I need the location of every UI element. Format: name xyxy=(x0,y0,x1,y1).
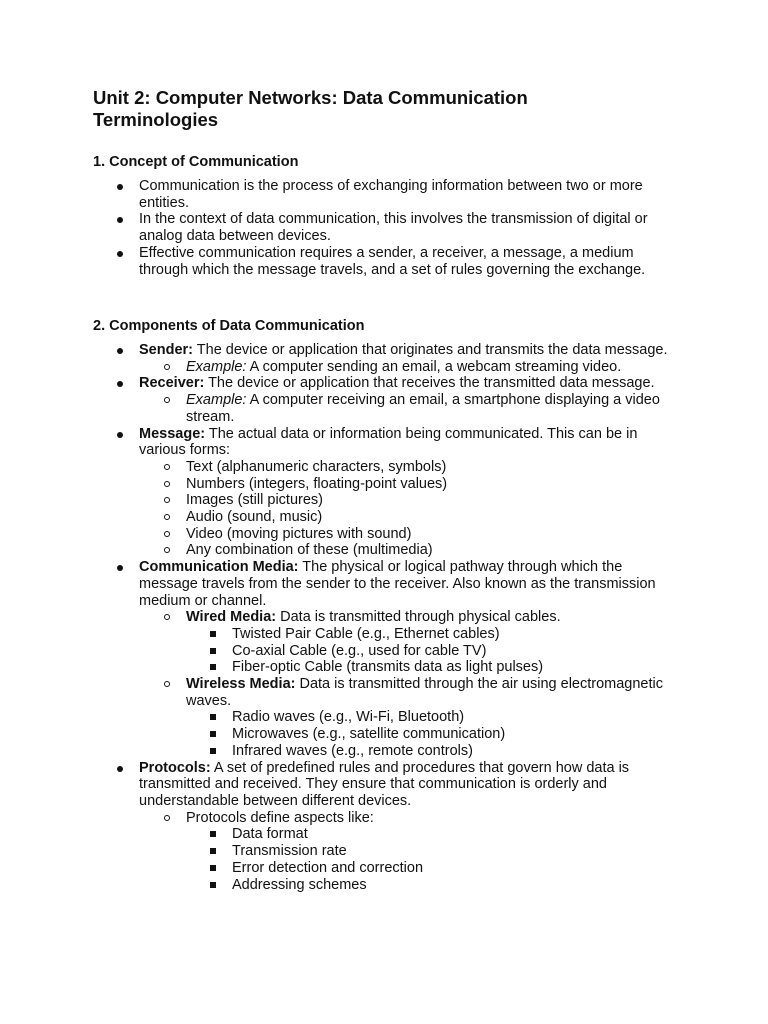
receiver-term: Receiver: xyxy=(139,375,205,392)
list-item: Addressing schemes xyxy=(232,877,684,894)
list-item: Effective communication requires a sender, a receiver, a message, a medium through which the message travels, and a set of rules governing the exchange. xyxy=(139,245,684,278)
sender-item xyxy=(139,342,684,375)
section1-list xyxy=(139,178,684,278)
sender-sublist xyxy=(186,359,684,376)
example-label: Example: xyxy=(186,392,247,409)
list-item: Any combination of these (multimedia) xyxy=(186,542,684,559)
receiver-item xyxy=(139,375,684,425)
receiver-sublist xyxy=(186,392,684,425)
wired-term: Wired Media: xyxy=(186,609,277,626)
wireless-list xyxy=(232,709,684,759)
page-title: Unit 2: Computer Networks: Data Communication Terminologies xyxy=(93,87,528,130)
sender-example xyxy=(186,359,684,376)
protocols-sublist xyxy=(186,810,684,894)
list-item: Video (moving pictures with sound) xyxy=(186,526,684,543)
list-item: Audio (sound, music) xyxy=(186,509,684,526)
receiver-example xyxy=(186,392,684,425)
aspects-list xyxy=(232,826,684,893)
message-desc: The actual data or information being communicated. This can be in various forms: xyxy=(139,425,638,459)
message-term: Message: xyxy=(139,425,206,442)
example-label: Example: xyxy=(186,358,247,375)
section2-heading: 2. Components of Data Communication xyxy=(93,318,365,334)
protocols-desc: A set of predefined rules and procedures that govern how data is transmitted and received. They ensure that communication is orderly and understandable between different devices. xyxy=(139,759,630,809)
list-item: Text (alphanumeric characters, symbols) xyxy=(186,459,684,476)
media-term: Communication Media: xyxy=(139,559,299,576)
list-item: Images (still pictures) xyxy=(186,492,684,509)
example-text: A computer sending an email, a webcam streaming video. xyxy=(246,358,622,375)
wireless-term: Wireless Media: xyxy=(186,676,296,693)
list-item: Co-axial Cable (e.g., used for cable TV) xyxy=(232,643,684,660)
list-item: Microwaves (e.g., satellite communication) xyxy=(232,726,684,743)
example-text: A computer receiving an email, a smartphone displaying a video stream. xyxy=(186,392,660,425)
section1-heading: 1. Concept of Communication xyxy=(93,154,299,170)
sender-desc: The device or application that originates and transmits the data message. xyxy=(193,342,668,358)
section2-list xyxy=(139,342,684,893)
wired-desc: Data is transmitted through physical cables. xyxy=(276,609,561,626)
wireless-desc: Data is transmitted through the air using electromagnetic waves. xyxy=(186,676,663,709)
protocols-term: Protocols: xyxy=(139,759,211,776)
message-forms-list xyxy=(186,459,684,559)
receiver-desc: The device or application that receives the transmitted data message. xyxy=(204,375,655,392)
aspects-intro: Protocols define aspects like: xyxy=(186,809,374,826)
list-item: Fiber-optic Cable (transmits data as light pulses) xyxy=(232,659,684,676)
sender-term: Sender: xyxy=(139,342,193,358)
list-item: Communication is the process of exchanging information between two or more entities. xyxy=(139,178,684,211)
media-item xyxy=(139,559,684,759)
protocols-aspects-item xyxy=(186,810,684,894)
protocols-item xyxy=(139,760,684,894)
list-item: Numbers (integers, floating-point values) xyxy=(186,476,684,493)
list-item: Error detection and correction xyxy=(232,860,684,877)
list-item: In the context of data communication, this involves the transmission of digital or analog data between devices. xyxy=(139,211,684,244)
message-item xyxy=(139,426,684,560)
list-item: Radio waves (e.g., Wi-Fi, Bluetooth) xyxy=(232,709,684,726)
media-desc: The physical or logical pathway through which the message travels from the sender to the receiver. Also known as the transmission medium or channel. xyxy=(139,559,656,609)
list-item: Twisted Pair Cable (e.g., Ethernet cables) xyxy=(232,626,684,643)
list-item: Transmission rate xyxy=(232,843,684,860)
wired-media-item xyxy=(186,609,684,676)
list-item: Data format xyxy=(232,826,684,843)
wireless-media-item xyxy=(186,676,684,760)
media-sublist xyxy=(186,609,684,759)
wired-list xyxy=(232,626,684,676)
list-item: Infrared waves (e.g., remote controls) xyxy=(232,743,684,760)
